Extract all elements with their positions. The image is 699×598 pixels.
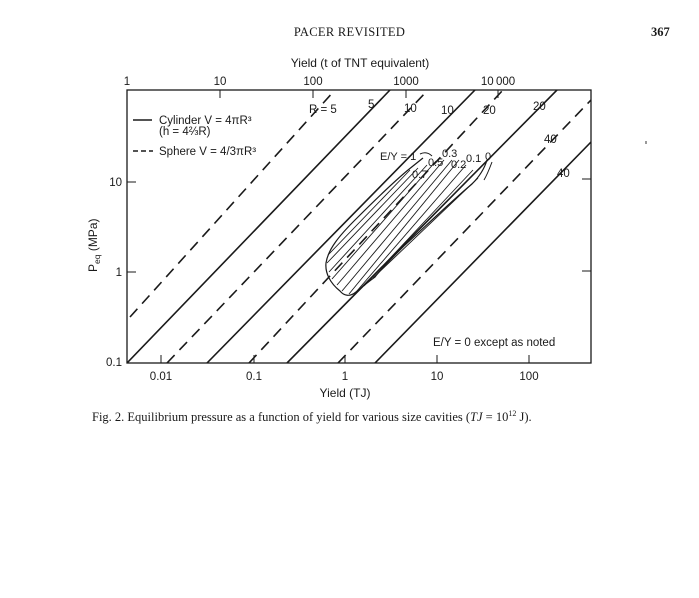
left-tick-label: 1 bbox=[115, 267, 122, 279]
ey-note: E/Y = 0 except as noted bbox=[433, 337, 556, 349]
bottom-axis-title: Yield (TJ) bbox=[319, 386, 371, 400]
contour-label-0-3: 0.3 bbox=[442, 148, 458, 160]
caption-math: TJ bbox=[470, 410, 483, 425]
ey-contour-region bbox=[326, 153, 492, 296]
contour-label-0-5: 0.5 bbox=[428, 157, 444, 169]
left-ticks bbox=[127, 182, 136, 272]
cylinder-r20-line bbox=[287, 90, 557, 363]
line-label-sphere-r40: 40 bbox=[544, 134, 557, 146]
bottom-tick-label: 0.1 bbox=[246, 371, 262, 383]
top-axis-title: Yield (t of TNT equivalent) bbox=[290, 56, 430, 70]
top-ticks bbox=[220, 90, 498, 98]
line-label-cylinder-r10: 10 bbox=[441, 105, 454, 117]
contour-label-0-2: 0.2 bbox=[451, 159, 467, 171]
ey-label-leader bbox=[420, 153, 432, 156]
legend-dashed-label: Sphere V = 4/3πR³ bbox=[159, 146, 257, 158]
top-tick-label: 10 000 bbox=[480, 76, 516, 88]
y-axis-title: $P_{eq}$ (MPa) bbox=[86, 218, 102, 272]
left-tick-label: 10 bbox=[109, 177, 122, 189]
contour-label-0: 0 bbox=[485, 151, 492, 163]
caption-suffix: J). bbox=[516, 410, 532, 425]
bottom-tick-label: 0.01 bbox=[149, 371, 173, 383]
right-ticks bbox=[582, 179, 591, 271]
ey-label: E/Y = 1 bbox=[380, 151, 417, 163]
ey-hatch-lines bbox=[327, 160, 478, 294]
line-label-cylinder-r40: 40 bbox=[557, 168, 570, 180]
top-tick-label: 1 bbox=[123, 76, 131, 88]
caption-text: Fig. 2. Equilibrium pressure as a function of yield for various size cavities ( bbox=[92, 410, 471, 425]
line-label-sphere-r10: 10 bbox=[404, 103, 417, 115]
line-label-cylinder-r5: 5 bbox=[368, 99, 375, 111]
running-head: PACER REVISITED bbox=[293, 25, 406, 39]
page-number: 367 bbox=[651, 25, 670, 39]
contour-label-0-1: 0.1 bbox=[466, 153, 482, 165]
figure-caption bbox=[92, 409, 532, 425]
cylinder-r10-line bbox=[207, 90, 475, 363]
contour-label-0-7: 0.7 bbox=[412, 169, 428, 181]
line-label-cylinder-r20: 20 bbox=[533, 101, 546, 113]
line-label-sphere-r20: 20 bbox=[483, 105, 496, 117]
bottom-tick-label: 1 bbox=[341, 371, 349, 383]
top-tick-label: 1000 bbox=[393, 76, 419, 88]
top-tick-label: 10 bbox=[213, 76, 227, 88]
left-tick-label: 0.1 bbox=[106, 357, 122, 369]
legend-solid-label: Cylinder V = 4πR³ bbox=[159, 115, 252, 127]
ey-region-outline bbox=[326, 158, 487, 295]
bottom-tick-label: 100 bbox=[519, 371, 539, 383]
legend-solid-sublabel: (h = 4⅔R) bbox=[159, 126, 211, 138]
top-tick-label: 100 bbox=[303, 76, 323, 88]
bottom-tick-label: 10 bbox=[430, 371, 444, 383]
line-label-sphere-r5: R = 5 bbox=[309, 104, 337, 116]
sphere-r20-line bbox=[249, 90, 503, 363]
caption-exponent: 12 bbox=[508, 409, 517, 418]
caption-eq: = 10 bbox=[482, 410, 509, 425]
legend bbox=[133, 115, 256, 158]
